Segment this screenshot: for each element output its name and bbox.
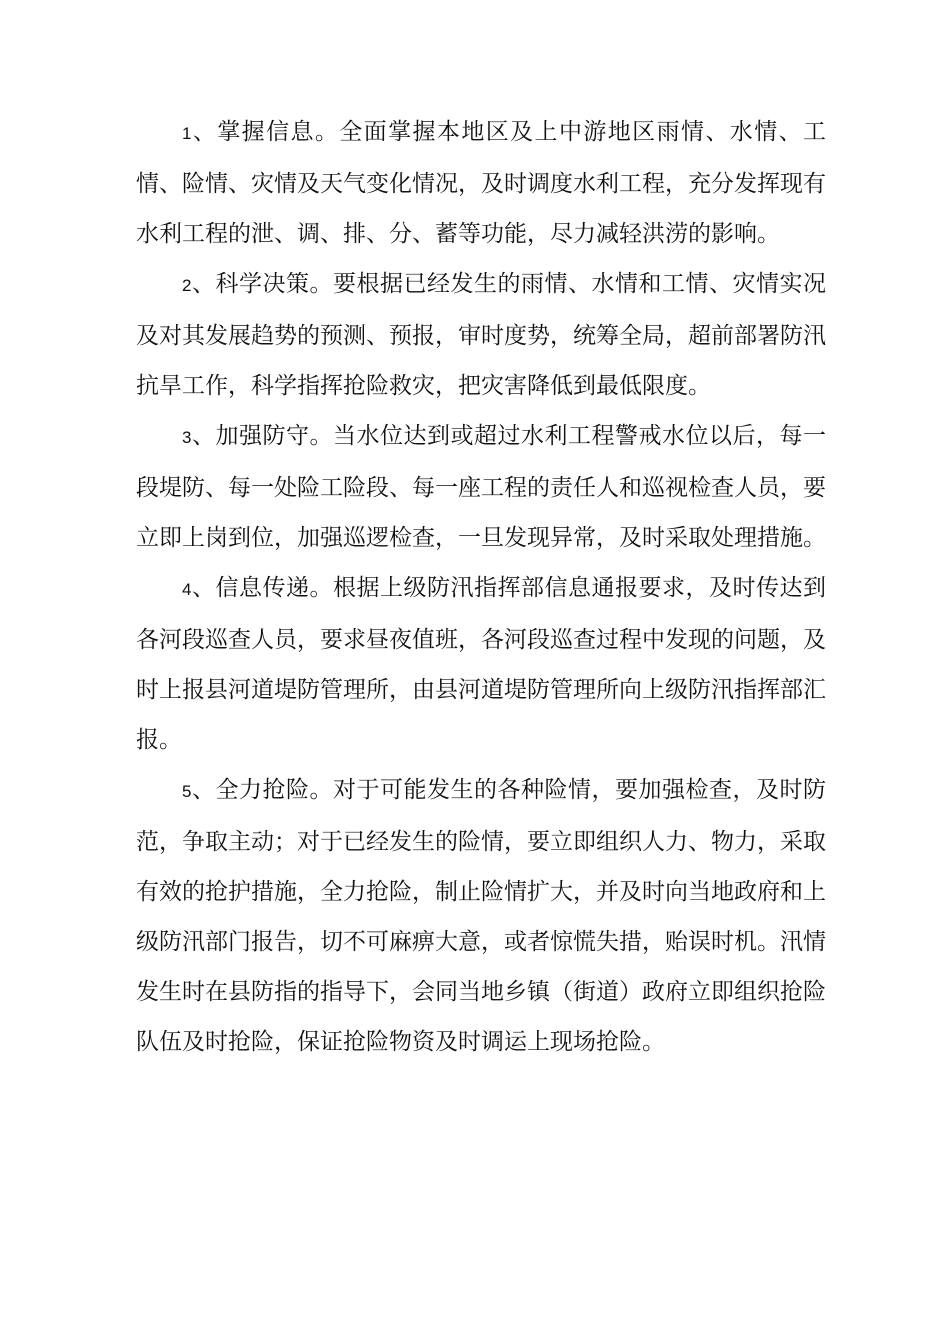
paragraph-5-text: 、全力抢险。对于可能发生的各种险情，要加强检查，及时防范，争取主动；对于已经发生的险情，要立即组织人力、物力，采取有效的抢护措施，全力抢险，制止险情扩大，并及时向当地政府和上级防汛部门报告，切不可麻痹大意，或者惊慌失措，贻误时机。汛情发生时在县防指的指导下，会同当地乡镇（街道）政府立即组织抢险队伍及时抢险，保证抢险物资及时调运上现场抢险。 [136,777,826,1055]
paragraph-2-number: 2 [182,276,192,295]
paragraph-3 [136,411,826,563]
paragraph-5-number: 5 [182,782,192,801]
paragraph-2 [136,259,826,411]
paragraph-3-number: 3 [182,428,192,447]
paragraph-2-text: 、科学决策。要根据已经发生的雨情、水情和工情、灾情实况及对其发展趋势的预测、预报，审时度势，统筹全局，超前部署防汛抗旱工作，科学指挥抢险救灾，把灾害降低到最低限度。 [136,271,826,399]
paragraph-4-number: 4 [182,580,192,599]
paragraph-1 [136,107,826,259]
paragraph-1-text: 、掌握信息。全面掌握本地区及上中游地区雨情、水情、工情、险情、灾情及天气变化情况，及时调度水利工程，充分发挥现有水利工程的泄、调、排、分、蓄等功能，尽力减轻洪涝的影响。 [136,119,826,247]
document-body [136,107,826,1067]
paragraph-4 [136,563,826,765]
paragraph-4-text: 、信息传递。根据上级防汛指挥部信息通报要求，及时传达到各河段巡查人员，要求昼夜值班，各河段巡查过程中发现的问题，及时上报县河道堤防管理所，由县河道堤防管理所向上级防汛指挥部汇报。 [136,575,826,753]
paragraph-3-text: 、加强防守。当水位达到或超过水利工程警戒水位以后，每一段堤防、每一处险工险段、每一座工程的责任人和巡视检查人员，要立即上岗到位，加强巡逻检查，一旦发现异常，及时采取处理措施。 [136,423,826,551]
paragraph-1-number: 1 [182,124,192,143]
paragraph-5 [136,765,826,1067]
